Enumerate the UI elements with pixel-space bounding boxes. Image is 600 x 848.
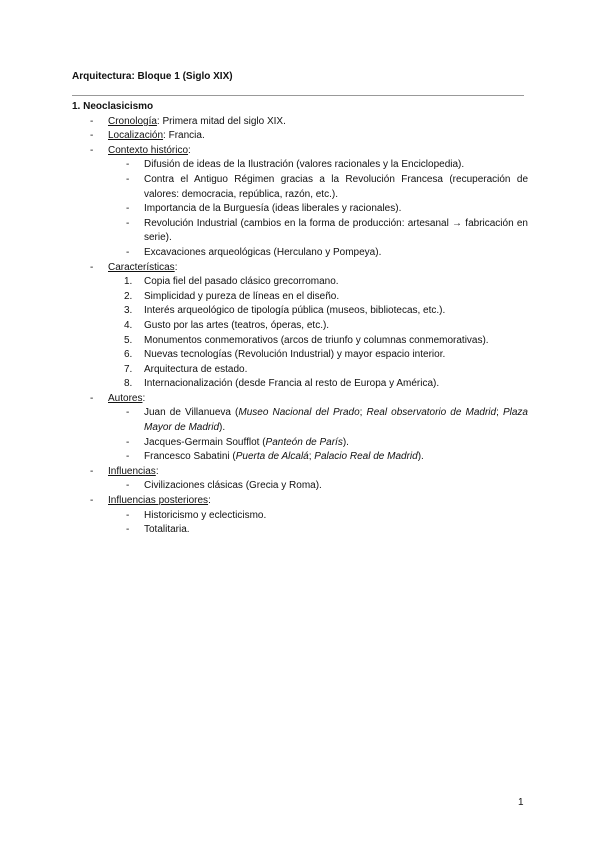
bullet: -: [126, 509, 130, 521]
list-item: [72, 334, 528, 349]
work-title: Plaza Mayor de Madrid: [144, 407, 528, 434]
bullet: -: [126, 436, 130, 448]
text-cronologia: : Primera mitad del siglo XIX.: [156, 115, 286, 127]
list-number: 3.: [124, 305, 133, 317]
item-influencias: [72, 465, 528, 494]
influencias-list: [108, 479, 528, 494]
label-cronologia: Cronología: [108, 115, 157, 127]
list-item-text: Difusión de ideas de la Ilustración (valores racionales y la Enciclopedia).: [144, 159, 465, 171]
colon: :: [142, 392, 146, 404]
bullet: -: [90, 495, 94, 507]
list-item-text: Civilizaciones clásicas (Grecia y Roma).: [144, 480, 322, 492]
bullet: -: [90, 392, 94, 404]
list-item: [72, 275, 528, 290]
list-number: 6.: [124, 349, 133, 361]
list-item-text: Copia fiel del pasado clásico grecorromano.: [144, 276, 339, 288]
separator: ;: [496, 407, 503, 419]
list-item: [72, 450, 528, 465]
list-item: [72, 158, 528, 173]
work-title: Palacio Real de Madrid: [314, 451, 418, 463]
list-item: [72, 509, 528, 524]
main-list: [72, 115, 528, 538]
label-autores: Autores: [108, 392, 143, 404]
list-item-text: Arquitectura de estado.: [144, 363, 248, 375]
work-title: Museo Nacional del Prado: [238, 407, 360, 419]
list-number: 7.: [124, 363, 133, 375]
bullet: -: [126, 203, 130, 215]
list-item-text: Interés arqueológico de tipología pública (museos, bibliotecas, etc.).: [144, 305, 446, 317]
separator: ;: [359, 407, 367, 419]
colon: :: [188, 144, 191, 156]
list-item: [72, 479, 528, 494]
list-item-text: Nuevas tecnologías (Revolución Industrial) y mayor espacio interior.: [144, 349, 446, 361]
list-item: [72, 202, 528, 217]
colon: :: [174, 261, 178, 273]
list-item-text: Contra el Antiguo Régimen gracias a la Revolución Francesa (recuperación de valores: democracia, república, razón, etc.).: [144, 173, 528, 200]
section-heading: 1. Neoclasicismo: [72, 101, 154, 112]
bullet: -: [126, 173, 130, 185]
text-localizacion: : Francia.: [163, 130, 205, 142]
author-name: Francesco Sabatini (: [144, 451, 236, 463]
contexto-list: [108, 158, 528, 260]
item-caracteristicas: [72, 261, 528, 392]
list-number: 4.: [124, 319, 133, 331]
list-item: [72, 523, 528, 538]
influencias-posteriores-list: [108, 509, 528, 538]
document-title: Arquitectura: Bloque 1 (Siglo XIX): [72, 71, 233, 82]
list-item: [72, 173, 528, 202]
list-item-text: Totalitaria.: [144, 524, 190, 536]
page-number: 1: [518, 797, 524, 808]
document-content: [72, 100, 528, 538]
label-influencias: Influencias: [108, 465, 156, 477]
label-influencias-posteriores: Influencias posteriores: [108, 495, 209, 507]
list-item: [72, 217, 528, 246]
list-item-text: Gusto por las artes (teatros, óperas, etc.).: [144, 319, 330, 331]
list-item: [72, 436, 528, 451]
list-item: [72, 363, 528, 378]
list-item: [72, 319, 528, 334]
list-item: [72, 406, 528, 435]
list-number: 5.: [124, 334, 133, 346]
list-number: 1.: [124, 276, 133, 288]
list-item-text: Monumentos conmemorativos (arcos de triunfo y columnas conmemorativas).: [144, 334, 489, 346]
bullet: -: [126, 159, 130, 171]
item-autores: [72, 392, 528, 465]
bullet: -: [90, 465, 94, 477]
list-number: 2.: [124, 290, 133, 302]
bullet: -: [126, 451, 130, 463]
bullet: -: [126, 407, 130, 419]
separator: ;: [308, 451, 315, 463]
label-contexto: Contexto histórico: [108, 144, 189, 156]
title-divider: [72, 95, 524, 96]
colon: :: [155, 465, 159, 477]
list-item-text: Revolución Industrial (cambios en la forma de producción: artesanal → fabricación en serie).: [144, 217, 528, 244]
item-contexto: [72, 144, 528, 261]
bullet: -: [126, 524, 130, 536]
bullet: -: [90, 144, 94, 156]
list-item: [72, 348, 528, 363]
work-title: Real observatorio de Madrid: [366, 407, 497, 419]
colon: :: [208, 495, 211, 507]
label-caracteristicas: Características: [108, 261, 175, 273]
item-influencias-posteriores: [72, 494, 528, 538]
list-item: [72, 246, 528, 261]
list-item-text: Historicismo y eclecticismo.: [144, 509, 267, 521]
list-item-text: Excavaciones arqueológicas (Herculano y Pompeya).: [144, 246, 382, 258]
author-name: Jacques-Germain Soufflot (: [144, 436, 266, 448]
caracteristicas-list: [108, 275, 528, 392]
list-item: [72, 290, 528, 305]
list-item-text: Importancia de la Burguesía (ideas liberales y racionales).: [144, 203, 402, 215]
item-cronologia: [72, 115, 528, 130]
label-localizacion: Localización: [108, 130, 164, 142]
bullet: -: [126, 480, 130, 492]
list-item: [72, 377, 528, 392]
bullet: -: [90, 130, 94, 142]
list-item: [72, 304, 528, 319]
autores-list: [108, 406, 528, 464]
bullet: -: [90, 115, 94, 127]
bullet: -: [126, 217, 130, 229]
closing: ).: [342, 436, 349, 448]
work-title: Panteón de París: [265, 436, 343, 448]
work-title: Puerta de Alcalá: [235, 451, 309, 463]
author-name: Juan de Villanueva (: [144, 407, 239, 419]
list-item-text: Internacionalización (desde Francia al resto de Europa y América).: [144, 378, 440, 390]
item-localizacion: [72, 129, 528, 144]
closing: ).: [417, 451, 424, 463]
bullet: -: [126, 246, 130, 258]
list-item-text: Simplicidad y pureza de líneas en el diseño.: [144, 290, 340, 302]
list-number: 8.: [124, 378, 133, 390]
closing: ).: [219, 422, 226, 434]
bullet: -: [90, 261, 94, 273]
